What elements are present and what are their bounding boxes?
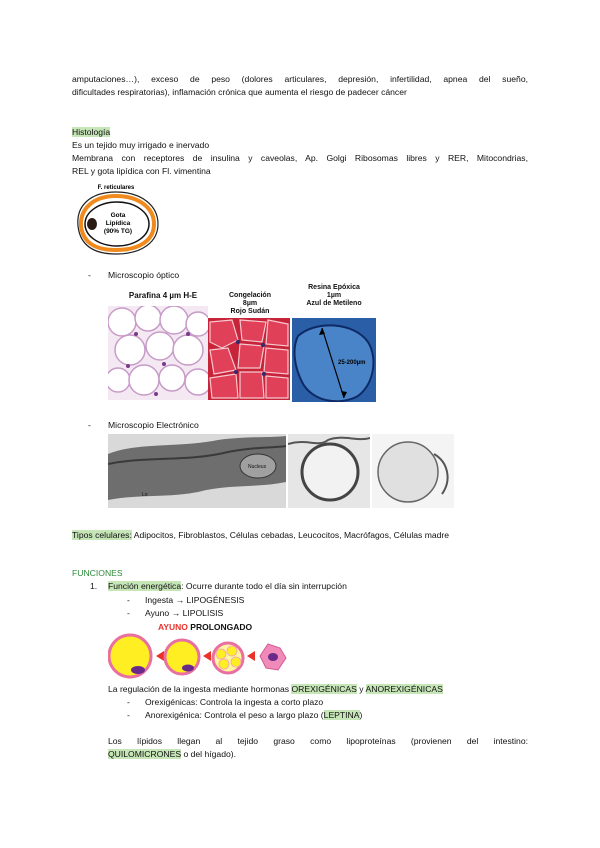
caption-resina-2: 1µm bbox=[326, 292, 342, 299]
histologia-heading-row bbox=[72, 126, 528, 139]
adipocyte-diagram bbox=[72, 180, 164, 260]
arrow-2 bbox=[203, 651, 211, 661]
nucleus-1 bbox=[131, 666, 145, 674]
adipocyte-diagram-svg bbox=[72, 180, 164, 260]
tipos-row bbox=[72, 529, 528, 542]
em-lo-label: Lo bbox=[142, 492, 148, 498]
caption-resina bbox=[294, 284, 374, 308]
nucleus-2 bbox=[182, 665, 194, 672]
measure-label: 25-200µm bbox=[338, 360, 366, 366]
lipidos-quilomicrones: QUILOMICRONES bbox=[108, 749, 182, 759]
caption-resina-1: Resina Epóxica bbox=[308, 284, 360, 291]
em-micrograph-2 bbox=[288, 434, 370, 508]
anorex-pre: Anorexigénica: Controla el peso a largo plazo ( bbox=[145, 710, 324, 720]
micrograph-he-svg bbox=[108, 306, 208, 400]
orex-text: Orexigénicas: Controla la ingesta a corto plazo bbox=[145, 697, 324, 707]
caption-congelacion-3: Rojo Sudán bbox=[230, 308, 270, 315]
lipidos-line-2 bbox=[108, 748, 528, 761]
regulacion-orexigenicas: OREXIGÉNICAS bbox=[291, 684, 357, 694]
arrow-3 bbox=[247, 651, 255, 661]
micrograph-he bbox=[108, 306, 208, 400]
caption-congelacion-2: 8µm bbox=[242, 300, 258, 307]
nucleus-4 bbox=[268, 653, 278, 661]
ayuno-diagram bbox=[108, 632, 288, 680]
sub2-text: Ayuno → LIPOLISIS bbox=[145, 608, 224, 618]
em-micrograph-1 bbox=[108, 434, 286, 508]
arrow-1 bbox=[156, 651, 164, 661]
em-multilocular-cell bbox=[378, 442, 438, 502]
anorex-leptina: LEPTINA bbox=[323, 710, 360, 720]
histologia-line-3: REL y gota lipídica con Fl. vimentina bbox=[72, 166, 211, 176]
em-micrograph-1-svg bbox=[108, 434, 286, 508]
adipocyte-shrinking bbox=[165, 640, 199, 674]
tipos-heading: Tipos celulares: bbox=[72, 530, 132, 540]
item1-number: 1. bbox=[90, 581, 98, 591]
optico-bullet: - bbox=[88, 270, 91, 280]
funciones-heading: FUNCIONES bbox=[72, 568, 123, 578]
histologia-line-2: Membrana con receptores de insulina y caveolas, Ap. Golgi Ribosomas libres y RER, Mitocondrias, bbox=[72, 153, 528, 163]
anorex-bullet: - bbox=[127, 710, 130, 720]
sub1-text: Ingesta → LIPOGÉNESIS bbox=[145, 595, 245, 605]
tipos-text: Adipocitos, Fibroblastos, Células cebadas, Leucocitos, Macrófagos, Células madre bbox=[131, 530, 450, 540]
item1-text: : Ocurre durante todo el día sin interrupción bbox=[181, 581, 347, 591]
lipid-label-3: (90% TG) bbox=[103, 228, 133, 235]
micrograph-metileno-svg bbox=[292, 318, 376, 402]
em-micrograph-3-svg bbox=[372, 434, 454, 508]
em-micrograph-3 bbox=[372, 434, 454, 508]
micrograph-sudan-svg bbox=[208, 318, 290, 400]
lipidos-line-1: Los lípidos llegan al tejido graso como lipoproteínas (provienen del intestino: bbox=[108, 736, 528, 746]
micrograph-sudan bbox=[208, 318, 290, 400]
em-lipid-droplet-2 bbox=[302, 444, 358, 500]
sub2-bullet: - bbox=[127, 608, 130, 618]
regulacion-pre: La regulación de la ingesta mediante hormonas bbox=[108, 684, 292, 694]
regulacion-row bbox=[108, 683, 564, 696]
lipidos-post: o del hígado). bbox=[181, 749, 237, 759]
histologia-line-1: Es un tejido muy irrigado e inervado bbox=[72, 140, 210, 150]
micrograph-metileno bbox=[292, 318, 376, 402]
item1-title: Función energética bbox=[108, 581, 182, 591]
histologia-heading: Histología bbox=[72, 127, 111, 137]
electronico-label: Microscopio Electrónico bbox=[108, 420, 199, 430]
nucleus bbox=[87, 218, 97, 230]
reticular-fibers-label: F. reticulares bbox=[97, 185, 135, 191]
item1-row bbox=[108, 580, 564, 593]
regulacion-mid: y bbox=[356, 684, 366, 694]
ayuno-diagram-svg bbox=[108, 632, 288, 680]
orex-bullet: - bbox=[127, 697, 130, 707]
caption-resina-3: Azul de Metileno bbox=[306, 300, 362, 307]
intro-line-2: dificultades respiratorias), inflamación crónica que aumenta el riesgo de padecer cáncer bbox=[72, 87, 407, 97]
caption-congelacion bbox=[212, 292, 288, 316]
electronico-bullet: - bbox=[88, 420, 91, 430]
anorex-post: ) bbox=[359, 710, 363, 720]
em-micrograph-2-svg bbox=[288, 434, 370, 508]
regulacion-anorexigenicas: ANOREXIGÉNICAS bbox=[365, 684, 443, 694]
lipid-label-2: Lipídica bbox=[105, 220, 131, 227]
sub1-bullet: - bbox=[127, 595, 130, 605]
anorex-row bbox=[145, 709, 600, 722]
em-nucleus-label: Nucleus bbox=[248, 464, 267, 470]
optico-label: Microscopio óptico bbox=[108, 270, 180, 280]
caption-congelacion-1: Congelación bbox=[228, 292, 271, 299]
lipid-label-1: Gota bbox=[110, 212, 126, 219]
caption-parafina: Parafina 4 µm H-E bbox=[128, 291, 198, 300]
intro-line-1: amputaciones…), exceso de peso (dolores articulares, depresión, infertilidad, apnea del sueño, bbox=[72, 74, 528, 84]
ayuno-red: AYUNO bbox=[158, 622, 188, 632]
ayuno-black: PROLONGADO bbox=[187, 622, 253, 632]
